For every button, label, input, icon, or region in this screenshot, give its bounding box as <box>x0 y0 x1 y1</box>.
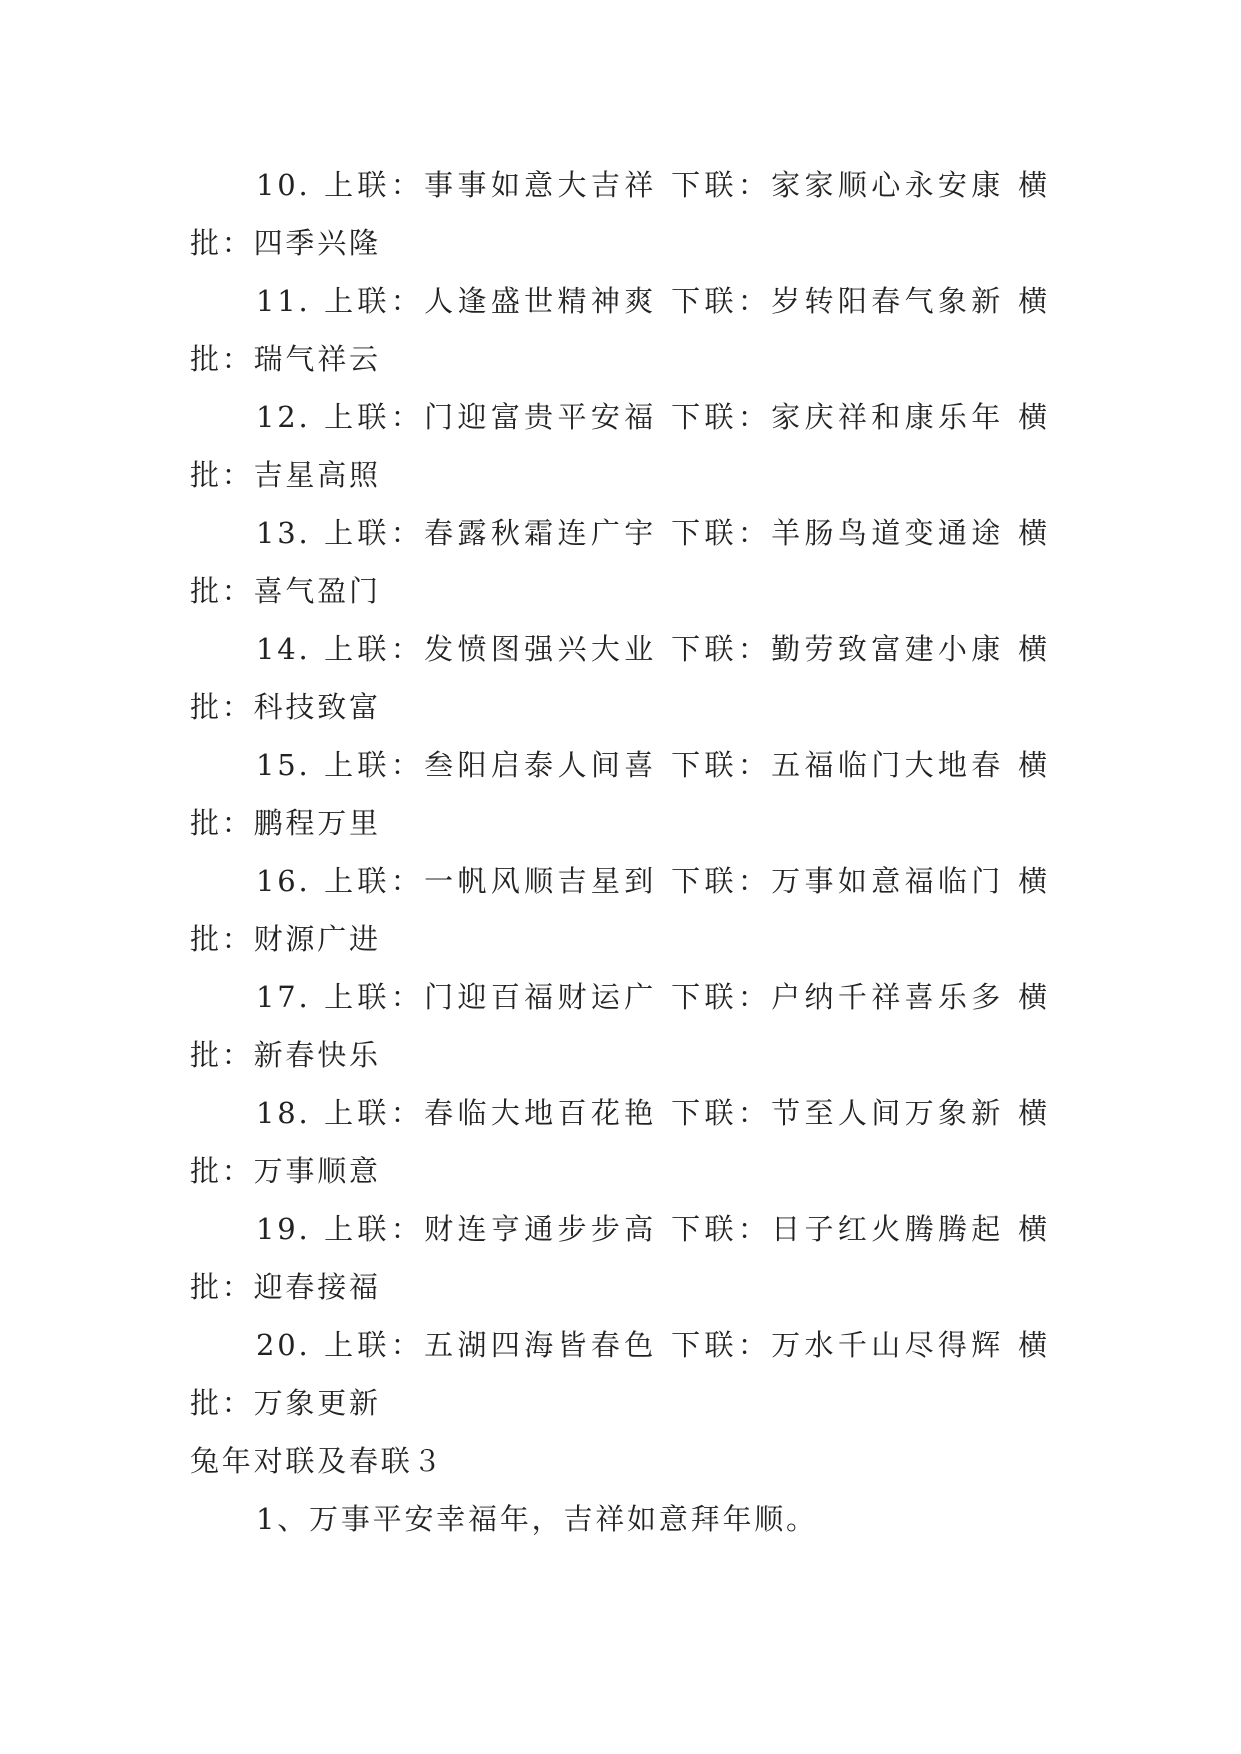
document-body <box>190 156 1050 1548</box>
couplet-item-text: 15. 上联：叁阳启泰人间喜 下联：五福临门大地春 横批：鹏程万里 <box>190 748 1050 840</box>
couplet-item-14 <box>190 620 1050 736</box>
couplet-item-text: 17. 上联：门迎百福财运广 下联：户纳千祥喜乐多 横批：新春快乐 <box>190 980 1050 1072</box>
couplet-item-11 <box>190 272 1050 388</box>
couplet-item-13 <box>190 504 1050 620</box>
couplet-item-17 <box>190 968 1050 1084</box>
couplet-item-20 <box>190 1316 1050 1432</box>
section-first-item-text: 1、万事平安幸福年，吉祥如意拜年顺。 <box>256 1502 818 1536</box>
couplet-item-text: 12. 上联：门迎富贵平安福 下联：家庆祥和康乐年 横批：吉星高照 <box>190 400 1050 492</box>
couplet-item-18 <box>190 1084 1050 1200</box>
section-heading: 兔年对联及春联３ <box>190 1444 445 1478</box>
couplet-item-15 <box>190 736 1050 852</box>
couplet-item-text: 18. 上联：春临大地百花艳 下联：节至人间万象新 横批：万事顺意 <box>190 1096 1050 1188</box>
couplet-item-text: 10. 上联：事事如意大吉祥 下联：家家顺心永安康 横批：四季兴隆 <box>190 168 1050 260</box>
couplet-item-text: 16. 上联：一帆风顺吉星到 下联：万事如意福临门 横批：财源广进 <box>190 864 1050 956</box>
couplet-item-12 <box>190 388 1050 504</box>
couplet-item-19 <box>190 1200 1050 1316</box>
couplet-item-text: 11. 上联：人逢盛世精神爽 下联：岁转阳春气象新 横批：瑞气祥云 <box>190 284 1050 376</box>
couplet-item-text: 14. 上联：发愤图强兴大业 下联：勤劳致富建小康 横批：科技致富 <box>190 632 1050 724</box>
couplet-item-text: 19. 上联：财连亨通步步高 下联：日子红火腾腾起 横批：迎春接福 <box>190 1212 1050 1304</box>
couplet-item-10 <box>190 156 1050 272</box>
section-first-item <box>190 1490 1050 1548</box>
couplet-item-16 <box>190 852 1050 968</box>
couplet-item-text: 13. 上联：春露秋霜连广宇 下联：羊肠鸟道变通途 横批：喜气盈门 <box>190 516 1050 608</box>
couplet-item-text: 20. 上联：五湖四海皆春色 下联：万水千山尽得辉 横批：万象更新 <box>190 1328 1050 1420</box>
